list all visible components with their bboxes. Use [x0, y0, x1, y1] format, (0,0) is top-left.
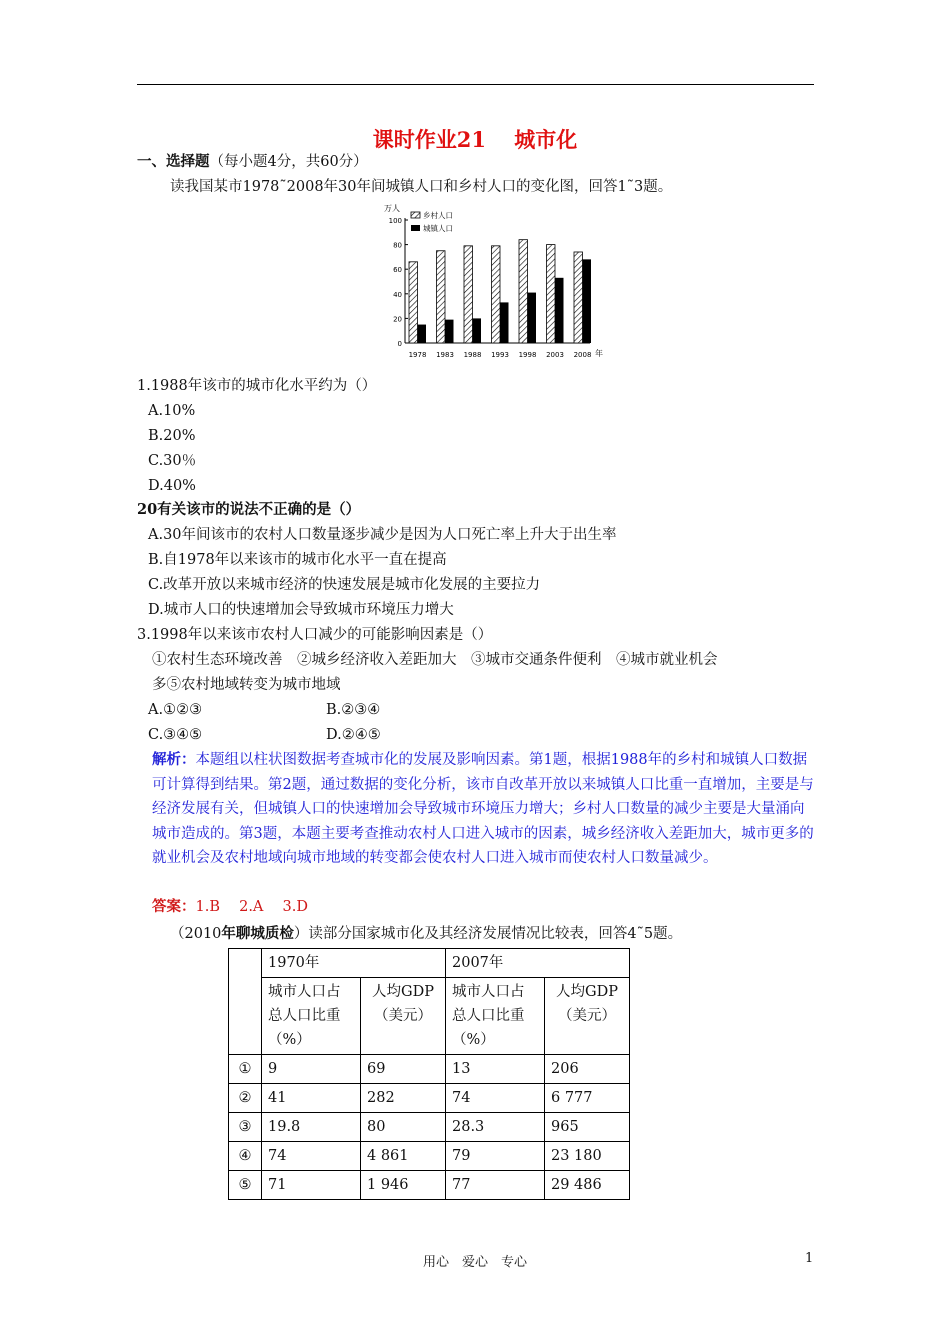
q1-option-b: B.20%	[148, 428, 196, 444]
x-tick-label: 1978	[408, 351, 427, 359]
table-row-label: ④	[229, 1142, 262, 1171]
table-cell: 965	[545, 1113, 630, 1142]
urban-population-bar	[473, 318, 482, 343]
table-row-label: ②	[229, 1084, 262, 1113]
table-cell: 19.8	[262, 1113, 361, 1142]
rural-population-bar	[492, 246, 501, 343]
page-title: 课时作业21 城市化	[372, 127, 578, 152]
q1-stem: 1.1988年该市的城市化水平约为（）	[137, 378, 377, 394]
rural-population-bar	[464, 246, 473, 343]
table-cell: 79	[446, 1142, 545, 1171]
legend-urban-label: 城镇人口	[423, 224, 453, 233]
y-tick-label: 0	[397, 340, 402, 348]
analysis-label: 解析：	[152, 751, 196, 768]
table-cell: 74	[446, 1084, 545, 1113]
page-footer: 用心 爱心 专心	[422, 1255, 527, 1270]
table-year-1970: 1970年	[262, 949, 446, 978]
q2-option-b: B.自1978年以来该市的城市化水平一直在提高	[148, 552, 447, 568]
y-tick-label: 20	[393, 315, 402, 324]
urban-population-bar	[500, 302, 509, 343]
urban-population-bar	[418, 325, 427, 343]
table-cell: 23 180	[545, 1142, 630, 1171]
table-cell: 13	[446, 1055, 545, 1084]
x-tick-label: 1993	[491, 351, 509, 359]
answer-label: 答案：	[152, 898, 196, 915]
answer-line	[152, 897, 308, 917]
q3-option-a: A.①②③	[148, 702, 203, 718]
table-row-label: ①	[229, 1055, 262, 1084]
table-cell: 77	[446, 1171, 545, 1200]
table-header-cell: 城市人口占总人口比重（%）	[262, 978, 361, 1055]
q2-option-a: A.30年间该市的农村人口数量逐步减少是因为人口死亡率上升大于出生率	[148, 527, 617, 543]
urban-population-bar	[445, 320, 454, 343]
table-header-row	[229, 978, 630, 1055]
urban-population-bar	[583, 259, 592, 343]
rural-population-bar	[574, 252, 583, 343]
section-note: （每小题4分，共60分）	[209, 154, 368, 170]
header-rule	[137, 84, 814, 85]
q3-option-b: B.②③④	[326, 702, 381, 718]
q2-stem: 20有关该市的说法不正确的是（）	[137, 501, 361, 518]
x-tick-label: 2003	[546, 351, 564, 359]
intro-text-2	[170, 924, 682, 944]
q1-option-a: A.10%	[148, 403, 196, 419]
table-row-label: ③	[229, 1113, 262, 1142]
section-heading-label: 一、选择题	[137, 153, 210, 170]
legend-rural-label: 乡村人口	[423, 211, 453, 220]
q2-option-c: C.改革开放以来城市经济的快速发展是城市化发展的主要拉力	[148, 577, 541, 593]
population-bar-chart	[370, 200, 615, 362]
table-cell: 282	[361, 1084, 446, 1113]
table-cell: 1 946	[361, 1171, 446, 1200]
legend-rural-swatch	[411, 212, 420, 218]
table-cell: 69	[361, 1055, 446, 1084]
table-cell: 80	[361, 1113, 446, 1142]
page-number: 1	[805, 1251, 814, 1266]
q1-option-d: D.40%	[148, 478, 196, 494]
table-row	[229, 1171, 630, 1200]
y-tick-label: 80	[393, 241, 402, 250]
intro2-suffix: ）读部分国家城市化及其经济发展情况比较表，回答4˜5题。	[293, 926, 683, 942]
intro-text-1: 读我国某市1978˜2008年30年间城镇人口和乡村人口的变化图，回答1˜3题。	[170, 179, 673, 195]
section-heading	[137, 152, 368, 172]
y-tick-label: 40	[393, 290, 402, 299]
x-tick-label: 1998	[518, 351, 537, 359]
table-row	[229, 1113, 630, 1142]
x-tick-label: 1983	[436, 351, 454, 359]
table-row	[229, 1055, 630, 1084]
q3-factors-line2: 多⑤农村地域转变为城市地域	[152, 677, 341, 693]
table-year-row	[229, 949, 630, 978]
table-cell: 28.3	[446, 1113, 545, 1142]
table-cell: 4 861	[361, 1142, 446, 1171]
legend-urban-swatch	[411, 225, 420, 231]
q2-option-d: D.城市人口的快速增加会导致城市环境压力增大	[148, 602, 454, 618]
table-cell: 206	[545, 1055, 630, 1084]
table-row	[229, 1084, 630, 1113]
q3-option-d: D.②④⑤	[326, 727, 381, 743]
x-tick-label: 1988	[463, 351, 482, 359]
table-cell: 41	[262, 1084, 361, 1113]
rural-population-bar	[409, 262, 418, 343]
table-cell: 74	[262, 1142, 361, 1171]
table-cell: 29 486	[545, 1171, 630, 1200]
table-cell: 9	[262, 1055, 361, 1084]
table-cell: 6 777	[545, 1084, 630, 1113]
table-year-2007: 2007年	[446, 949, 630, 978]
table-header-cell: 人均GDP（美元）	[545, 978, 630, 1055]
table-header-cell: 人均GDP（美元）	[361, 978, 446, 1055]
rural-population-bar	[547, 245, 556, 343]
table-row	[229, 1142, 630, 1171]
analysis-text: 本题组以柱状图数据考查城市化的发展及影响因素。第1题，根据1988年的乡村和城镇人口数据可计算得到结果。第2题，通过数据的变化分析，该市自改革开放以来城镇人口比重一直增加，主要是与经济发展有关，但城镇人口的快速增加会导致城市环境压力增大；乡村人口数量的减少主要是大量涌向城市造成的。第3题，本题主要考查推动农村人口进入城市的因素，城乡经济收入差距加大，城市更多的就业机会及农村地域向城市地域的转变都会使农村人口进入城市而使农村人口数量减少。	[152, 752, 814, 866]
y-tick-label: 60	[393, 266, 402, 275]
urban-population-bar	[528, 293, 537, 343]
table-header-cell: 城市人口占总人口比重（%）	[446, 978, 545, 1055]
q3-option-c: C.③④⑤	[148, 727, 203, 743]
table-cell: 71	[262, 1171, 361, 1200]
y-tick-label: 100	[388, 217, 402, 225]
table-corner-cell	[229, 949, 262, 1055]
q1-option-c: C.30％	[148, 453, 197, 469]
table-row-label: ⑤	[229, 1171, 262, 1200]
q3-factors-line1: ①农村生态环境改善 ②城乡经济收入差距加大 ③城市交通条件便利 ④城市就业机会	[152, 652, 718, 668]
x-axis-label: 年	[595, 349, 603, 358]
urban-population-bar	[555, 278, 564, 343]
urbanization-table	[228, 948, 630, 1200]
intro2-prefix: （2010	[170, 926, 222, 942]
q3-stem: 3.1998年以来该市农村人口减少的可能影响因素是（）	[137, 627, 493, 643]
intro2-source: 年聊城质检	[221, 925, 294, 942]
x-tick-label: 2008	[573, 351, 592, 359]
rural-population-bar	[437, 251, 446, 343]
answer-text: 1.B 2.A 3.D	[195, 899, 308, 915]
rural-population-bar	[519, 240, 528, 343]
y-axis-label: 万人	[384, 204, 400, 213]
analysis-paragraph	[152, 748, 816, 871]
